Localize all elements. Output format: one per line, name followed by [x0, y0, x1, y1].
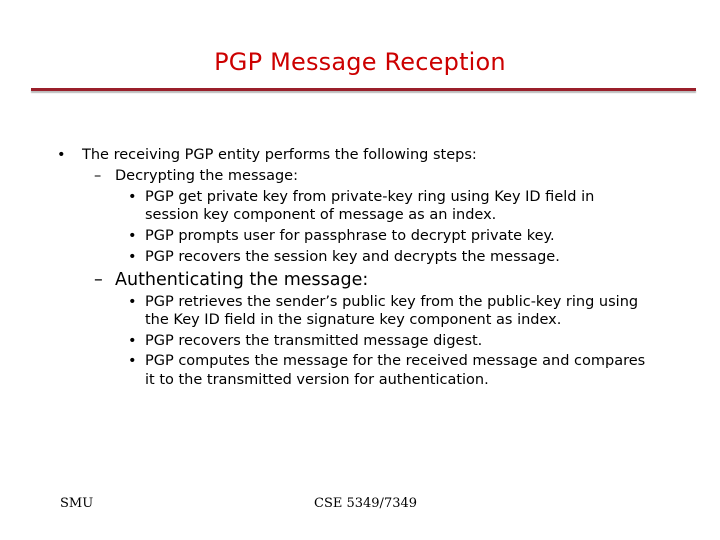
- sub-bullet: •: [128, 294, 137, 310]
- main-point-text: The receiving PGP entity performs the following steps:: [82, 147, 477, 163]
- sub-item-line: PGP computes the message for the received message and compares: [145, 353, 646, 369]
- sub-item-line: the Key ID field in the signature key component as index.: [145, 312, 562, 328]
- sub-item-line: session key component of message as an index.: [145, 207, 497, 223]
- slide-title: PGP Message Reception: [214, 48, 506, 76]
- section-heading-decrypting: Decrypting the message:: [115, 168, 298, 184]
- section-heading-authenticating: Authenticating the message:: [115, 270, 369, 290]
- footer-center: CSE 5349/7349: [314, 496, 418, 511]
- bullet-level1: •: [57, 147, 66, 163]
- sub-bullet: •: [128, 189, 137, 205]
- sub-bullet: •: [128, 249, 137, 265]
- sub-item-line: PGP retrieves the sender’s public key from the public-key ring using: [145, 294, 639, 310]
- sub-item-line: it to the transmitted version for authentication.: [145, 372, 489, 388]
- sub-item-line: PGP get private key from private-key ring using Key ID field in: [145, 189, 595, 205]
- sub-item-line: PGP prompts user for passphrase to decrypt private key.: [145, 228, 555, 244]
- sub-bullet: •: [128, 353, 137, 369]
- sub-item-line: PGP recovers the transmitted message digest.: [145, 333, 483, 349]
- footer-left: SMU: [60, 496, 94, 511]
- sub-bullet: •: [128, 228, 137, 244]
- sub-bullet: •: [128, 333, 137, 349]
- section-dash: –: [94, 270, 103, 290]
- sub-item-line: PGP recovers the session key and decrypts the message.: [145, 249, 560, 265]
- section-dash: –: [94, 168, 102, 184]
